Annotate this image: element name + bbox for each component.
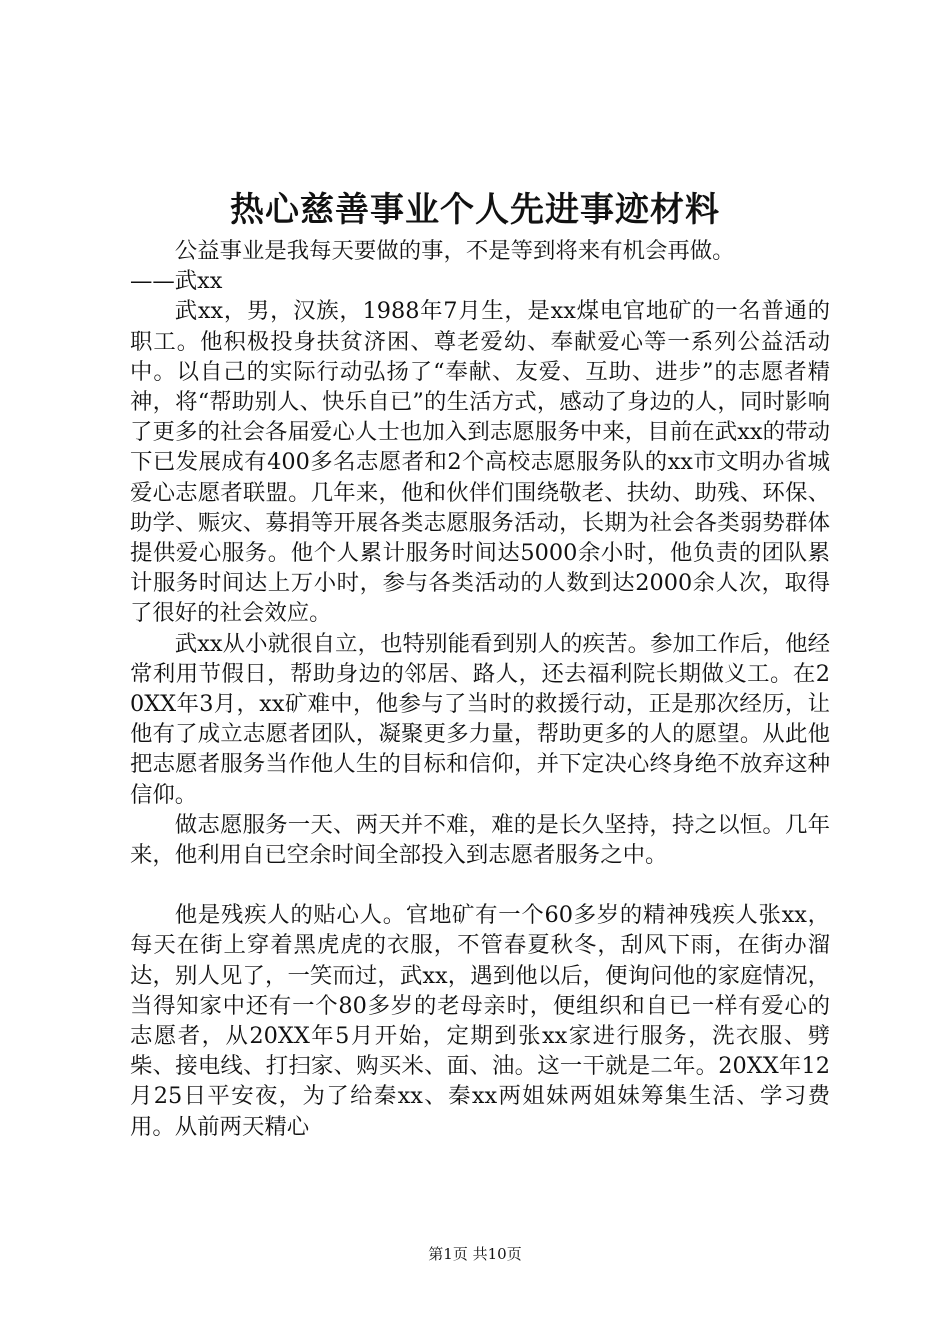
paragraph-gap — [130, 870, 830, 900]
body-paragraph-3: 做志愿服务一天、两天并不难，难的是长久坚持，持之以恒。几年来，他利用自已空余时间全部投入到志愿者服务之中。 — [130, 811, 830, 869]
body-paragraph-4: 他是残疾人的贴心人。官地矿有一个60多岁的精神残疾人张xx，每天在街上穿着黑虎虎的衣服，不管春夏秋冬，刮风下雨，在街办溜达，别人见了，一笑而过，武xx，遇到他以后，便询问他的家庭情况，当得知家中还有一个80多岁的老母亲时，便组织和自已一样有爱心的志愿者，从20XX年5月开始，定期到张xx家进行服务，洗衣服、劈柴、接电线、打扫家、购买米、面、油。这一干就是二年。20XX年12月25日平安夜，为了给秦xx、秦xx两姐妹两姐妹筹集生活、学习费用。从前两天精心 — [130, 902, 830, 1140]
document-title: 热心慈善事业个人先进事迹材料 — [230, 190, 720, 230]
quote-paragraph: 公益事业是我每天要做的事，不是等到将来有机会再做。 — [174, 238, 735, 264]
body-paragraph-2: 武xx从小就很自立，也特别能看到别人的疾苦。参加工作后，他经常利用节假日，帮助身边的邻居、路人，还去福利院长期做义工。在20XX年3月，xx矿难中，他参与了当时的救援行动，正是那次经历，让他有了成立志愿者团队，凝聚更多力量，帮助更多的人的愿望。从此他把志愿者服务当作他人生的目标和信仰，并下定决心终身绝不放弃这种信仰。 — [130, 630, 830, 808]
body-paragraph-1: 武xx，男，汉族，1988年7月生，是xx煤电官地矿的一名普通的职工。他积极投身扶贫济困、尊老爱幼、奉献爱心等一系列公益活动中。以自己的实际行动弘扬了“奉献、友爱、互助、进步”的志愿者精神，将“帮助别人、快乐自已”的生活方式，感动了身边的人，同时影响了更多的社会各届爱心人士也加入到志愿服务中来，目前在武xx的带动下已发展成有400多名志愿者和2个高校志愿服务队的xx市文明办省城爱心志愿者联盟。几年来，他和伙伴们围绕敬老、扶幼、助残、环保、助学、赈灾、募捐等开展各类志愿服务活动，长期为社会各类弱势群体提供爱心服务。他个人累计服务时间达5000余小时，他负责的团队累计服务时间达上万小时，参与各类活动的人数到达2000余人次，取得了很好的社会效应。 — [130, 298, 830, 627]
page-footer: 第1页 共10页 — [428, 1245, 522, 1263]
document-body — [130, 236, 830, 1142]
quote-attribution: ——武xx — [130, 268, 223, 295]
